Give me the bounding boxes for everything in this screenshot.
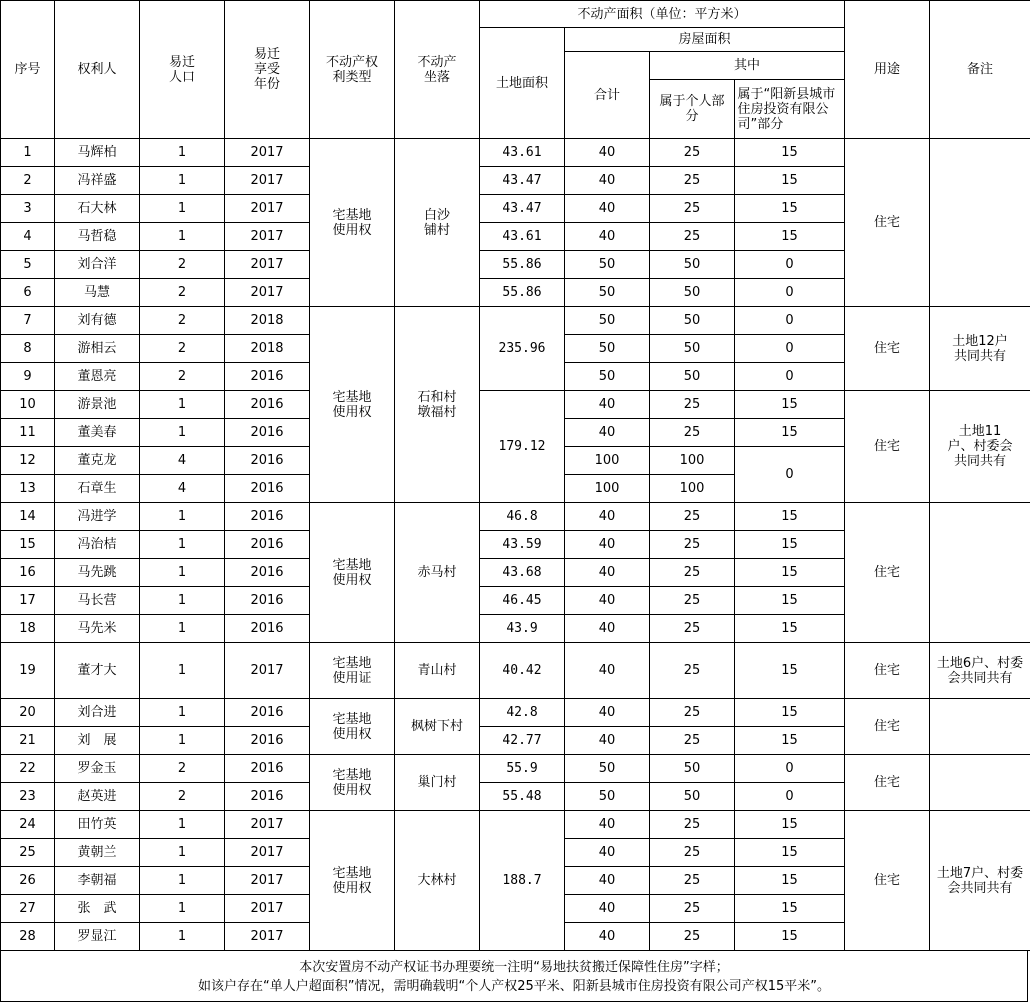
year-cell: 2018 [225, 335, 310, 363]
population-cell: 1 [140, 391, 225, 419]
owner-cell: 刘 展 [55, 727, 140, 755]
total-cell: 40 [565, 699, 650, 727]
remark-cell [930, 699, 1030, 755]
location-cell: 巢门村 [395, 755, 480, 811]
header-location-text: 不动产坐落 [417, 54, 457, 85]
year-cell: 2016 [225, 531, 310, 559]
owner-cell: 石大林 [55, 195, 140, 223]
total-cell: 50 [565, 251, 650, 279]
owner-cell: 马先米 [55, 615, 140, 643]
population-cell: 1 [140, 195, 225, 223]
year-cell: 2016 [225, 727, 310, 755]
seq-cell: 15 [1, 531, 55, 559]
location-cell: 青山村 [395, 643, 480, 699]
header-company-text: 属于“阳新县城市住房投资有限公司”部分 [737, 86, 836, 132]
owner-cell: 冯治桔 [55, 531, 140, 559]
company-cell: 15 [735, 531, 845, 559]
population-cell: 2 [140, 307, 225, 335]
year-cell: 2017 [225, 251, 310, 279]
land-area-cell: 43.61 [480, 223, 565, 251]
company-cell: 15 [735, 839, 845, 867]
seq-cell: 26 [1, 867, 55, 895]
right-type-text: 宅基地使用权 [332, 389, 372, 420]
company-cell: 15 [735, 223, 845, 251]
seq-cell: 1 [1, 139, 55, 167]
right-type-text: 宅基地使用权 [332, 557, 372, 588]
seq-cell: 14 [1, 503, 55, 531]
owner-cell: 刘有德 [55, 307, 140, 335]
population-cell: 2 [140, 335, 225, 363]
seq-cell: 18 [1, 615, 55, 643]
year-cell: 2016 [225, 559, 310, 587]
company-cell: 15 [735, 391, 845, 419]
seq-cell: 3 [1, 195, 55, 223]
personal-cell: 25 [650, 727, 735, 755]
population-cell: 4 [140, 447, 225, 475]
owner-cell: 马辉柏 [55, 139, 140, 167]
land-area-cell: 43.9 [480, 615, 565, 643]
total-cell: 40 [565, 139, 650, 167]
personal-cell: 25 [650, 195, 735, 223]
population-cell: 1 [140, 531, 225, 559]
company-cell: 0 [735, 335, 845, 363]
total-cell: 40 [565, 839, 650, 867]
year-cell: 2017 [225, 139, 310, 167]
header-personal [650, 80, 735, 139]
year-cell: 2016 [225, 755, 310, 783]
header-right-type-text: 不动产权利类型 [325, 54, 378, 85]
seq-cell: 6 [1, 279, 55, 307]
total-cell: 40 [565, 391, 650, 419]
company-cell: 15 [735, 867, 845, 895]
location-cell: 赤马村 [395, 503, 480, 643]
header-total: 合计 [565, 52, 650, 139]
footer-note-line2: 如该户存在“单人户超面积”情况，需明确载明“个人产权25平米、阳新县城市住房投资有限公司产权15平米”。 [197, 979, 831, 994]
right-type-cell [310, 139, 395, 307]
seq-cell: 5 [1, 251, 55, 279]
footer-note [0, 951, 1028, 1002]
company-cell: 15 [735, 559, 845, 587]
seq-cell: 13 [1, 475, 55, 503]
table-row [1, 643, 1030, 699]
remark-cell [930, 755, 1030, 811]
owner-cell: 黄朝兰 [55, 839, 140, 867]
personal-cell: 25 [650, 531, 735, 559]
total-cell: 100 [565, 475, 650, 503]
total-cell: 50 [565, 363, 650, 391]
company-cell: 0 [735, 363, 845, 391]
year-cell: 2016 [225, 475, 310, 503]
owner-cell: 赵英进 [55, 783, 140, 811]
land-area-cell: 43.68 [480, 559, 565, 587]
footer-note-line1: 本次安置房不动产权证书办理要统一注明“易地扶贫搬迁保障性住房”字样； [299, 960, 729, 975]
year-cell: 2017 [225, 895, 310, 923]
total-cell: 40 [565, 503, 650, 531]
total-cell: 40 [565, 895, 650, 923]
header-year-text: 易迁享受年份 [253, 47, 280, 92]
year-cell: 2016 [225, 783, 310, 811]
population-cell: 1 [140, 559, 225, 587]
header-land-area: 土地面积 [480, 28, 565, 139]
seq-cell: 23 [1, 783, 55, 811]
right-type-cell [310, 699, 395, 755]
owner-cell: 游相云 [55, 335, 140, 363]
land-area-cell: 43.61 [480, 139, 565, 167]
seq-cell: 11 [1, 419, 55, 447]
personal-cell: 50 [650, 251, 735, 279]
total-cell: 40 [565, 419, 650, 447]
seq-cell: 9 [1, 363, 55, 391]
year-cell: 2016 [225, 447, 310, 475]
population-cell: 1 [140, 895, 225, 923]
personal-cell: 25 [650, 419, 735, 447]
owner-cell: 马长营 [55, 587, 140, 615]
usage-cell: 住宅 [845, 699, 930, 755]
personal-cell: 25 [650, 223, 735, 251]
seq-cell: 4 [1, 223, 55, 251]
location-cell: 大林村 [395, 811, 480, 951]
total-cell: 40 [565, 559, 650, 587]
seq-cell: 2 [1, 167, 55, 195]
personal-cell: 100 [650, 447, 735, 475]
company-cell: 15 [735, 615, 845, 643]
owner-cell: 董克龙 [55, 447, 140, 475]
population-cell: 1 [140, 699, 225, 727]
land-area-cell: 179.12 [480, 391, 565, 503]
location-cell [395, 307, 480, 503]
personal-cell: 25 [650, 391, 735, 419]
seq-cell: 17 [1, 587, 55, 615]
usage-cell: 住宅 [845, 139, 930, 307]
personal-cell: 50 [650, 307, 735, 335]
owner-cell: 李朝福 [55, 867, 140, 895]
year-cell: 2016 [225, 363, 310, 391]
header-remark: 备注 [930, 1, 1030, 139]
land-area-cell: 55.86 [480, 279, 565, 307]
total-cell: 40 [565, 167, 650, 195]
owner-cell: 张 武 [55, 895, 140, 923]
header-area-group: 不动产面积（单位：平方米） [480, 1, 845, 28]
year-cell: 2017 [225, 223, 310, 251]
usage-cell: 住宅 [845, 503, 930, 643]
header-right-type [310, 1, 395, 139]
seq-cell: 7 [1, 307, 55, 335]
owner-cell: 董美春 [55, 419, 140, 447]
year-cell: 2016 [225, 615, 310, 643]
land-area-cell: 43.59 [480, 531, 565, 559]
right-type-cell [310, 503, 395, 643]
table-row [1, 811, 1030, 839]
population-cell: 1 [140, 503, 225, 531]
total-cell: 50 [565, 279, 650, 307]
year-cell: 2016 [225, 391, 310, 419]
land-area-cell: 42.8 [480, 699, 565, 727]
personal-cell: 25 [650, 923, 735, 951]
personal-cell: 50 [650, 279, 735, 307]
seq-cell: 10 [1, 391, 55, 419]
year-cell: 2016 [225, 587, 310, 615]
owner-cell: 游景池 [55, 391, 140, 419]
usage-cell: 住宅 [845, 391, 930, 503]
remark-text: 土地12户共同共有 [952, 333, 1008, 364]
header-location [395, 1, 480, 139]
population-cell: 2 [140, 279, 225, 307]
company-cell: 0 [735, 447, 845, 503]
year-cell: 2017 [225, 867, 310, 895]
header-owner: 权利人 [55, 1, 140, 139]
total-cell: 40 [565, 195, 650, 223]
total-cell: 40 [565, 587, 650, 615]
year-cell: 2017 [225, 195, 310, 223]
table-row [1, 307, 1030, 335]
land-area-cell: 235.96 [480, 307, 565, 391]
remark-cell [930, 307, 1030, 391]
right-type-cell [310, 307, 395, 503]
population-cell: 4 [140, 475, 225, 503]
seq-cell: 28 [1, 923, 55, 951]
year-cell: 2017 [225, 279, 310, 307]
owner-cell: 冯祥盛 [55, 167, 140, 195]
total-cell: 40 [565, 923, 650, 951]
land-area-cell: 188.7 [480, 811, 565, 951]
usage-cell: 住宅 [845, 307, 930, 391]
table-row [1, 391, 1030, 419]
right-type-text: 宅基地使用权 [332, 865, 372, 896]
usage-cell: 住宅 [845, 755, 930, 811]
population-cell: 2 [140, 755, 225, 783]
personal-cell: 25 [650, 139, 735, 167]
table-row [1, 139, 1030, 167]
personal-cell: 50 [650, 335, 735, 363]
personal-cell: 25 [650, 503, 735, 531]
owner-cell: 田竹英 [55, 811, 140, 839]
total-cell: 40 [565, 223, 650, 251]
company-cell: 15 [735, 895, 845, 923]
land-area-cell: 55.48 [480, 783, 565, 811]
right-type-cell [310, 643, 395, 699]
year-cell: 2017 [225, 167, 310, 195]
table-row [1, 755, 1030, 783]
owner-cell: 董才大 [55, 643, 140, 699]
company-cell: 15 [735, 167, 845, 195]
population-cell: 2 [140, 251, 225, 279]
remark-cell [930, 503, 1030, 643]
usage-cell: 住宅 [845, 811, 930, 951]
table-row [1, 699, 1030, 727]
personal-cell: 25 [650, 895, 735, 923]
seq-cell: 25 [1, 839, 55, 867]
header-of-which: 其中 [650, 52, 845, 80]
owner-cell: 马慧 [55, 279, 140, 307]
population-cell: 1 [140, 867, 225, 895]
remark-text: 土地7户、村委会共同共有 [936, 865, 1024, 896]
personal-cell: 25 [650, 559, 735, 587]
company-cell: 15 [735, 503, 845, 531]
owner-cell: 马先跳 [55, 559, 140, 587]
year-cell: 2016 [225, 699, 310, 727]
land-area-cell: 55.86 [480, 251, 565, 279]
right-type-text: 宅基地使用证 [332, 655, 372, 686]
seq-cell: 12 [1, 447, 55, 475]
right-type-text: 宅基地使用权 [332, 207, 372, 238]
personal-cell: 50 [650, 363, 735, 391]
population-cell: 1 [140, 727, 225, 755]
owner-cell: 刘合进 [55, 699, 140, 727]
personal-cell: 25 [650, 867, 735, 895]
remark-text: 土地6户、村委会共同共有 [936, 655, 1024, 686]
population-cell: 1 [140, 839, 225, 867]
owner-cell: 石章生 [55, 475, 140, 503]
year-cell: 2016 [225, 503, 310, 531]
seq-cell: 16 [1, 559, 55, 587]
right-type-cell [310, 755, 395, 811]
location-text: 白沙铺村 [423, 207, 450, 238]
land-area-cell: 46.45 [480, 587, 565, 615]
remark-text: 土地11户、村委会共同共有 [947, 424, 1013, 469]
population-cell: 1 [140, 811, 225, 839]
population-cell: 1 [140, 223, 225, 251]
owner-cell: 罗金玉 [55, 755, 140, 783]
year-cell: 2017 [225, 923, 310, 951]
population-cell: 2 [140, 783, 225, 811]
seq-cell: 24 [1, 811, 55, 839]
population-cell: 1 [140, 419, 225, 447]
year-cell: 2017 [225, 839, 310, 867]
population-cell: 2 [140, 363, 225, 391]
company-cell: 15 [735, 727, 845, 755]
year-cell: 2018 [225, 307, 310, 335]
header-year [225, 1, 310, 139]
remark-cell [930, 811, 1030, 951]
seq-cell: 8 [1, 335, 55, 363]
total-cell: 50 [565, 783, 650, 811]
total-cell: 40 [565, 811, 650, 839]
owner-cell: 冯进学 [55, 503, 140, 531]
remark-cell [930, 139, 1030, 307]
company-cell: 15 [735, 587, 845, 615]
total-cell: 40 [565, 615, 650, 643]
personal-cell: 50 [650, 783, 735, 811]
land-area-cell: 40.42 [480, 643, 565, 699]
land-area-cell: 55.9 [480, 755, 565, 783]
company-cell: 15 [735, 699, 845, 727]
personal-cell: 25 [650, 167, 735, 195]
company-cell: 0 [735, 279, 845, 307]
location-text: 石和村墩福村 [417, 389, 457, 420]
company-cell: 15 [735, 139, 845, 167]
seq-cell: 21 [1, 727, 55, 755]
year-cell: 2017 [225, 811, 310, 839]
company-cell: 15 [735, 923, 845, 951]
right-type-text: 宅基地使用权 [332, 767, 372, 798]
company-cell: 0 [735, 783, 845, 811]
personal-cell: 25 [650, 811, 735, 839]
land-area-cell: 42.77 [480, 727, 565, 755]
population-cell: 1 [140, 139, 225, 167]
personal-cell: 100 [650, 475, 735, 503]
owner-cell: 董恩亮 [55, 363, 140, 391]
land-area-cell: 43.47 [480, 195, 565, 223]
company-cell: 0 [735, 251, 845, 279]
owner-cell: 马哲稳 [55, 223, 140, 251]
company-cell: 15 [735, 811, 845, 839]
header-usage: 用途 [845, 1, 930, 139]
owner-cell: 刘合洋 [55, 251, 140, 279]
right-type-cell [310, 811, 395, 951]
land-area-cell: 43.47 [480, 167, 565, 195]
company-cell: 15 [735, 643, 845, 699]
table-row [1, 503, 1030, 531]
total-cell: 40 [565, 531, 650, 559]
header-relocated-population-text: 易迁人口 [168, 54, 195, 85]
personal-cell: 25 [650, 699, 735, 727]
total-cell: 50 [565, 307, 650, 335]
population-cell: 1 [140, 643, 225, 699]
right-type-text: 宅基地使用权 [332, 711, 372, 742]
company-cell: 15 [735, 195, 845, 223]
population-cell: 1 [140, 615, 225, 643]
location-cell: 枫树下村 [395, 699, 480, 755]
seq-cell: 27 [1, 895, 55, 923]
header-seq: 序号 [1, 1, 55, 139]
total-cell: 50 [565, 335, 650, 363]
location-cell [395, 139, 480, 307]
header-personal-text: 属于个人部分 [659, 94, 725, 124]
population-cell: 1 [140, 923, 225, 951]
header-company [735, 80, 845, 139]
header-relocated-population [140, 1, 225, 139]
land-area-cell: 46.8 [480, 503, 565, 531]
seq-cell: 20 [1, 699, 55, 727]
personal-cell: 25 [650, 587, 735, 615]
personal-cell: 25 [650, 839, 735, 867]
total-cell: 50 [565, 755, 650, 783]
remark-cell [930, 391, 1030, 503]
remark-cell [930, 643, 1030, 699]
company-cell: 15 [735, 419, 845, 447]
population-cell: 1 [140, 587, 225, 615]
owner-cell: 罗显江 [55, 923, 140, 951]
header-house-area: 房屋面积 [565, 28, 845, 52]
year-cell: 2016 [225, 419, 310, 447]
usage-cell: 住宅 [845, 643, 930, 699]
personal-cell: 25 [650, 615, 735, 643]
population-cell: 1 [140, 167, 225, 195]
personal-cell: 25 [650, 643, 735, 699]
personal-cell: 50 [650, 755, 735, 783]
company-cell: 0 [735, 307, 845, 335]
year-cell: 2017 [225, 643, 310, 699]
seq-cell: 22 [1, 755, 55, 783]
seq-cell: 19 [1, 643, 55, 699]
total-cell: 40 [565, 867, 650, 895]
total-cell: 40 [565, 643, 650, 699]
total-cell: 100 [565, 447, 650, 475]
total-cell: 40 [565, 727, 650, 755]
company-cell: 0 [735, 755, 845, 783]
